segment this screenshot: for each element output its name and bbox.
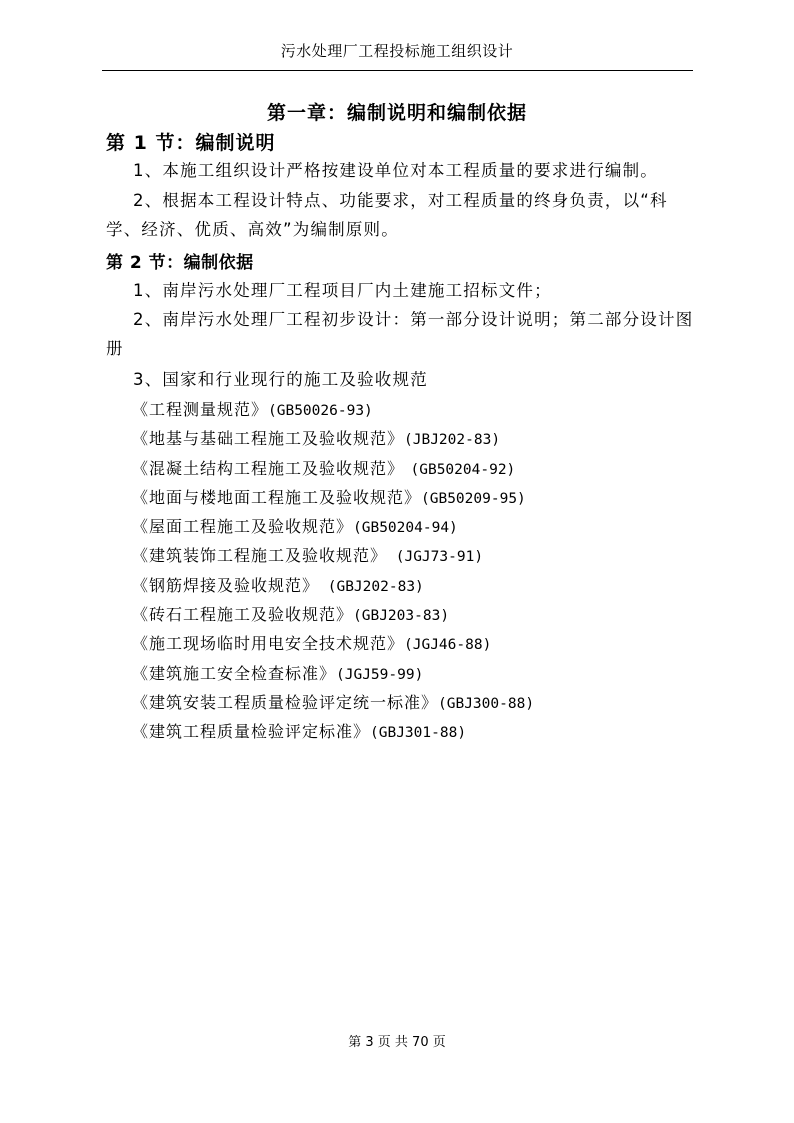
page-footer: 第 3 页 共 70 页 (348, 1035, 446, 1050)
standards-list (132, 395, 534, 747)
standard-name: 《工程测量规范》 (132, 400, 269, 419)
standard-name: 《钢筋焊接及验收规范》 (132, 575, 320, 595)
standard-item (132, 717, 534, 746)
standard-name: 《砖石工程施工及验收规范》 (132, 605, 354, 625)
standard-item (132, 541, 534, 570)
standard-code: (GBJ301-88) (370, 725, 467, 742)
standard-name: 《施工现场临时用电安全技术规范》 (132, 634, 405, 654)
standard-code: (GB50204-92) (396, 461, 516, 478)
standard-code: (JGJ73-91) (387, 549, 484, 566)
standard-code: (JGJ59-99) (336, 666, 424, 683)
standard-item (132, 659, 534, 688)
standard-code: (GBJ202-83) (319, 578, 424, 595)
basis-item-3: 3、国家和行业现行的施工及验收规范 (133, 370, 428, 389)
standard-item (132, 512, 534, 541)
standard-name: 《混凝土结构工程施工及验收规范》 (132, 458, 397, 478)
standard-code: (GB50204-94) (353, 520, 458, 537)
standard-item (132, 688, 534, 717)
basis-item-1: 1、南岸污水处理厂工程项目厂内土建施工招标文件； (133, 281, 552, 300)
section-1-paragraph-1: 1、本施工组织设计严格按建设单位对本工程质量的要求进行编制。 (133, 161, 658, 180)
standard-name: 《建筑施工安全检查标准》 (132, 663, 337, 683)
standard-item (132, 483, 534, 512)
standard-code: (GBJ300-88) (438, 695, 535, 712)
section-1-heading: 第 1 节：编制说明 (106, 132, 276, 154)
standard-code: (GB50209-95) (421, 490, 526, 507)
standard-item (132, 424, 534, 453)
section-1-paragraph-2: 2、根据本工程设计特点、功能要求，对工程质量的终身负责，以“科学、经济、优质、高效”为编制原则。 (106, 191, 668, 239)
standard-name: 《地基与基础工程施工及验收规范》 (132, 429, 405, 449)
header-divider (102, 70, 693, 71)
chapter-title: 第一章：编制说明和编制依据 (266, 102, 527, 124)
standard-code: (GBJ203-83) (353, 608, 450, 625)
standard-item (132, 571, 534, 600)
standard-name: 《建筑工程质量检验评定标准》 (132, 722, 371, 742)
standard-code: (GB50026-93) (268, 403, 373, 419)
standard-name: 《建筑安装工程质量检验评定统一标准》 (132, 692, 439, 712)
standard-name: 《屋面工程施工及验收规范》 (132, 517, 354, 537)
standard-item (132, 395, 534, 424)
standard-code: (JGJ46-88) (404, 637, 492, 654)
standard-item (132, 629, 534, 658)
basis-item-2: 2、南岸污水处理厂工程初步设计：第一部分设计说明；第二部分设计图册 (106, 310, 694, 358)
standard-name: 《地面与楼地面工程施工及验收规范》 (132, 487, 422, 507)
standard-code: (JBJ202-83) (404, 432, 501, 449)
standard-item (132, 600, 534, 629)
standard-name: 《建筑装饰工程施工及验收规范》 (132, 546, 388, 566)
page-header: 污水处理厂工程投标施工组织设计 (280, 42, 514, 60)
standard-item (132, 454, 534, 483)
section-2-heading: 第 2 节：编制依据 (106, 253, 254, 273)
